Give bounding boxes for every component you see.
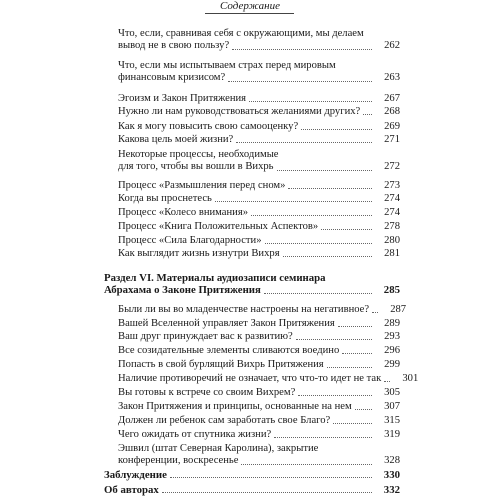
- toc-entry: [104, 207, 400, 219]
- toc-entry-line: [104, 443, 400, 455]
- dot-leader: [241, 464, 372, 465]
- toc-entry: [104, 415, 400, 427]
- dot-leader: [274, 437, 372, 438]
- toc-entry: [104, 469, 400, 481]
- toc-entry: [104, 121, 400, 133]
- toc-entry-line: [104, 93, 400, 105]
- toc-entry-line: [104, 28, 400, 40]
- toc-entry-text: Какова цель моей жизни?: [118, 134, 234, 145]
- dot-leader: [342, 353, 372, 354]
- dot-leader: [327, 367, 372, 368]
- toc-entry-line: [104, 248, 400, 260]
- running-header: [0, 0, 500, 16]
- toc-entry-text: Об авторах: [104, 484, 159, 496]
- toc-entry-text: Процесс «Книга Положительных Аспектов»: [118, 221, 319, 232]
- toc-entry: [104, 235, 400, 247]
- toc-entry: [104, 345, 400, 357]
- toc-entry-text: Чего ожидать от спутника жизни?: [118, 429, 272, 440]
- toc-page-number: 319: [384, 429, 400, 440]
- toc-entry: [104, 106, 400, 118]
- toc-entry-text: Что, если, сравнивая себя с окружающими, мы делаем: [118, 28, 364, 39]
- toc-entry: [104, 484, 400, 496]
- toc-entry-line: [104, 207, 400, 219]
- toc-page-number: 328: [384, 455, 400, 467]
- toc-entry: [104, 134, 400, 146]
- toc-entry-line: [104, 60, 400, 72]
- toc-entry-line: [104, 106, 400, 118]
- toc-entry-line: [104, 318, 400, 330]
- toc-entry-line: [104, 221, 400, 233]
- toc-entry-text: Когда вы проснетесь: [118, 193, 212, 204]
- dot-leader: [298, 395, 372, 396]
- toc-entry: [104, 443, 400, 468]
- toc-page-number: 271: [384, 134, 400, 145]
- toc-entry-line: [104, 161, 400, 173]
- toc-entry-line: [104, 484, 400, 496]
- toc-page-number: 274: [384, 193, 400, 204]
- toc-entry-text: для того, чтобы вы вошли в Вихрь: [118, 161, 274, 173]
- header-title: Содержание: [219, 0, 280, 12]
- toc-page-number: 269: [384, 121, 400, 132]
- toc-entry-text: Процесс «Размышления перед сном»: [118, 180, 286, 191]
- toc-entry-line: [104, 401, 400, 413]
- toc-entry-line: [104, 455, 400, 467]
- toc-entry: [104, 221, 400, 233]
- toc-entry-text: Все созидательные элементы сливаются воедино: [118, 345, 340, 356]
- dot-leader: [162, 492, 372, 493]
- toc-page-number: 289: [384, 318, 400, 329]
- toc-entry-text: Что, если мы испытываем страх перед мировым: [118, 60, 336, 71]
- toc-entry-text: Некоторые процессы, необходимые: [118, 149, 279, 160]
- toc-page-number: 274: [384, 207, 400, 218]
- toc-entry-text: финансовым кризисом?: [118, 72, 226, 84]
- dot-leader: [251, 215, 372, 216]
- toc-page-number: 273: [384, 180, 400, 191]
- toc-entry-line: [104, 373, 419, 385]
- toc-entry-text: Ваш друг принуждает вас к развитию?: [118, 331, 293, 342]
- toc-page-number: 307: [384, 401, 400, 412]
- toc-page-number: 262: [384, 40, 400, 52]
- toc-entry-line: [104, 193, 400, 205]
- toc-entry-line: [104, 359, 400, 371]
- toc-entry: [104, 359, 400, 371]
- toc-page-number: 281: [384, 248, 400, 259]
- toc-entry: [104, 331, 400, 343]
- dot-leader: [228, 81, 372, 82]
- toc-entry-text: Процесс «Колесо внимания»: [118, 207, 249, 218]
- toc-entry-text: Наличие противоречий не означает, что что-то идет не так: [118, 373, 382, 384]
- dot-leader: [363, 114, 372, 115]
- toc-entry-line: [104, 235, 400, 247]
- toc-entry-text: Были ли вы во младенчестве настроены на негативное?: [118, 304, 370, 315]
- toc-entry-line: [104, 149, 400, 161]
- toc-page-number: 305: [384, 387, 400, 398]
- dot-leader: [170, 477, 372, 478]
- dot-leader: [301, 129, 372, 130]
- dot-leader: [249, 101, 372, 102]
- toc-page-number: 315: [384, 415, 400, 426]
- dot-leader: [338, 326, 372, 327]
- header-rule: [205, 13, 294, 14]
- dot-leader: [372, 312, 378, 313]
- dot-leader: [296, 339, 372, 340]
- toc-entry: [104, 318, 400, 330]
- toc-entry: [104, 401, 400, 413]
- toc-entry: [104, 28, 400, 53]
- toc-page-number: 278: [384, 221, 400, 232]
- toc-page-number: 301: [402, 373, 419, 384]
- toc-entry: [104, 373, 419, 385]
- toc-entry-text: Эгоизм и Закон Притяжения: [118, 93, 247, 104]
- toc-entry-text: Заблуждение: [104, 469, 167, 481]
- dot-leader: [265, 243, 372, 244]
- toc-page-number: 287: [390, 304, 407, 315]
- toc-page-number: 267: [384, 93, 400, 104]
- toc-entry: [104, 93, 400, 105]
- toc-entry-line: [104, 415, 400, 427]
- toc-page-number: 263: [384, 72, 400, 84]
- toc-entry-text: конференции, воскресенье: [118, 455, 239, 467]
- dot-leader: [264, 293, 372, 294]
- toc-entry: [104, 304, 407, 316]
- toc-page-number: 332: [383, 484, 400, 496]
- toc-entry-text: Должен ли ребенок сам заработать свое Благо?: [118, 415, 331, 426]
- dot-leader: [333, 423, 372, 424]
- toc-entry-line: [104, 429, 400, 441]
- dot-leader: [215, 201, 372, 202]
- toc-entry-line: [104, 272, 400, 284]
- toc-page-number: 330: [383, 469, 400, 481]
- toc-entry-line: [104, 284, 400, 296]
- toc-entry-text: Как выглядит жизнь изнутри Вихря: [118, 248, 280, 259]
- toc-page-number: 299: [384, 359, 400, 370]
- toc-entry: [104, 149, 400, 174]
- toc-entry-text: Вашей Вселенной управляет Закон Притяжения: [118, 318, 335, 329]
- toc-entry-line: [104, 304, 407, 316]
- toc-entry-text: Нужно ли нам руководствоваться желаниями других?: [118, 106, 361, 117]
- dot-leader: [384, 381, 390, 382]
- toc-page-number: 268: [384, 106, 400, 117]
- toc-page-number: 296: [384, 345, 400, 356]
- dot-leader: [288, 188, 372, 189]
- dot-leader: [236, 142, 372, 143]
- toc-entry-line: [104, 180, 400, 192]
- toc-entry-line: [104, 121, 400, 133]
- toc-entry-line: [104, 469, 400, 481]
- toc-entry-text: Вы готовы к встрече со своим Вихрем?: [118, 387, 296, 398]
- toc-entry-line: [104, 40, 400, 52]
- toc-entry-text: Попасть в свой бурлящий Вихрь Притяжения: [118, 359, 324, 370]
- dot-leader: [232, 49, 372, 50]
- toc-page-number: 293: [384, 331, 400, 342]
- toc-entry-text: Эшвил (штат Северная Каролина), закрытие: [118, 443, 319, 454]
- toc-entry-line: [104, 72, 400, 84]
- toc-entry: [104, 193, 400, 205]
- toc-page-number: 285: [383, 284, 400, 297]
- toc-page-number: 272: [384, 161, 400, 173]
- toc-entry-text: Процесс «Сила Благодарности»: [118, 235, 262, 246]
- dot-leader: [355, 409, 372, 410]
- toc-entry: [104, 387, 400, 399]
- toc-entry: [104, 248, 400, 260]
- toc-entry: [104, 180, 400, 192]
- toc-entry-text: вывод не в свою пользу?: [118, 40, 230, 52]
- toc-page-number: 280: [384, 235, 400, 246]
- dot-leader: [321, 229, 372, 230]
- toc-entry: [104, 60, 400, 85]
- dot-leader: [277, 170, 373, 171]
- toc-entry-line: [104, 331, 400, 343]
- toc-entry: [104, 429, 400, 441]
- toc-entry-text: Закон Притяжения и принципы, основанные на нем: [118, 401, 352, 412]
- toc-entry-text: Абрахама о Законе Притяжения: [104, 284, 261, 297]
- toc-entry-line: [104, 387, 400, 399]
- toc-entry-text: Как я могу повысить свою самооценку?: [118, 121, 299, 132]
- dot-leader: [283, 256, 372, 257]
- toc-entry-line: [104, 134, 400, 146]
- toc-entry-line: [104, 345, 400, 357]
- toc-entry: [104, 272, 400, 297]
- toc-entry-text: Раздел VI. Материалы аудиозаписи семинара: [104, 272, 326, 284]
